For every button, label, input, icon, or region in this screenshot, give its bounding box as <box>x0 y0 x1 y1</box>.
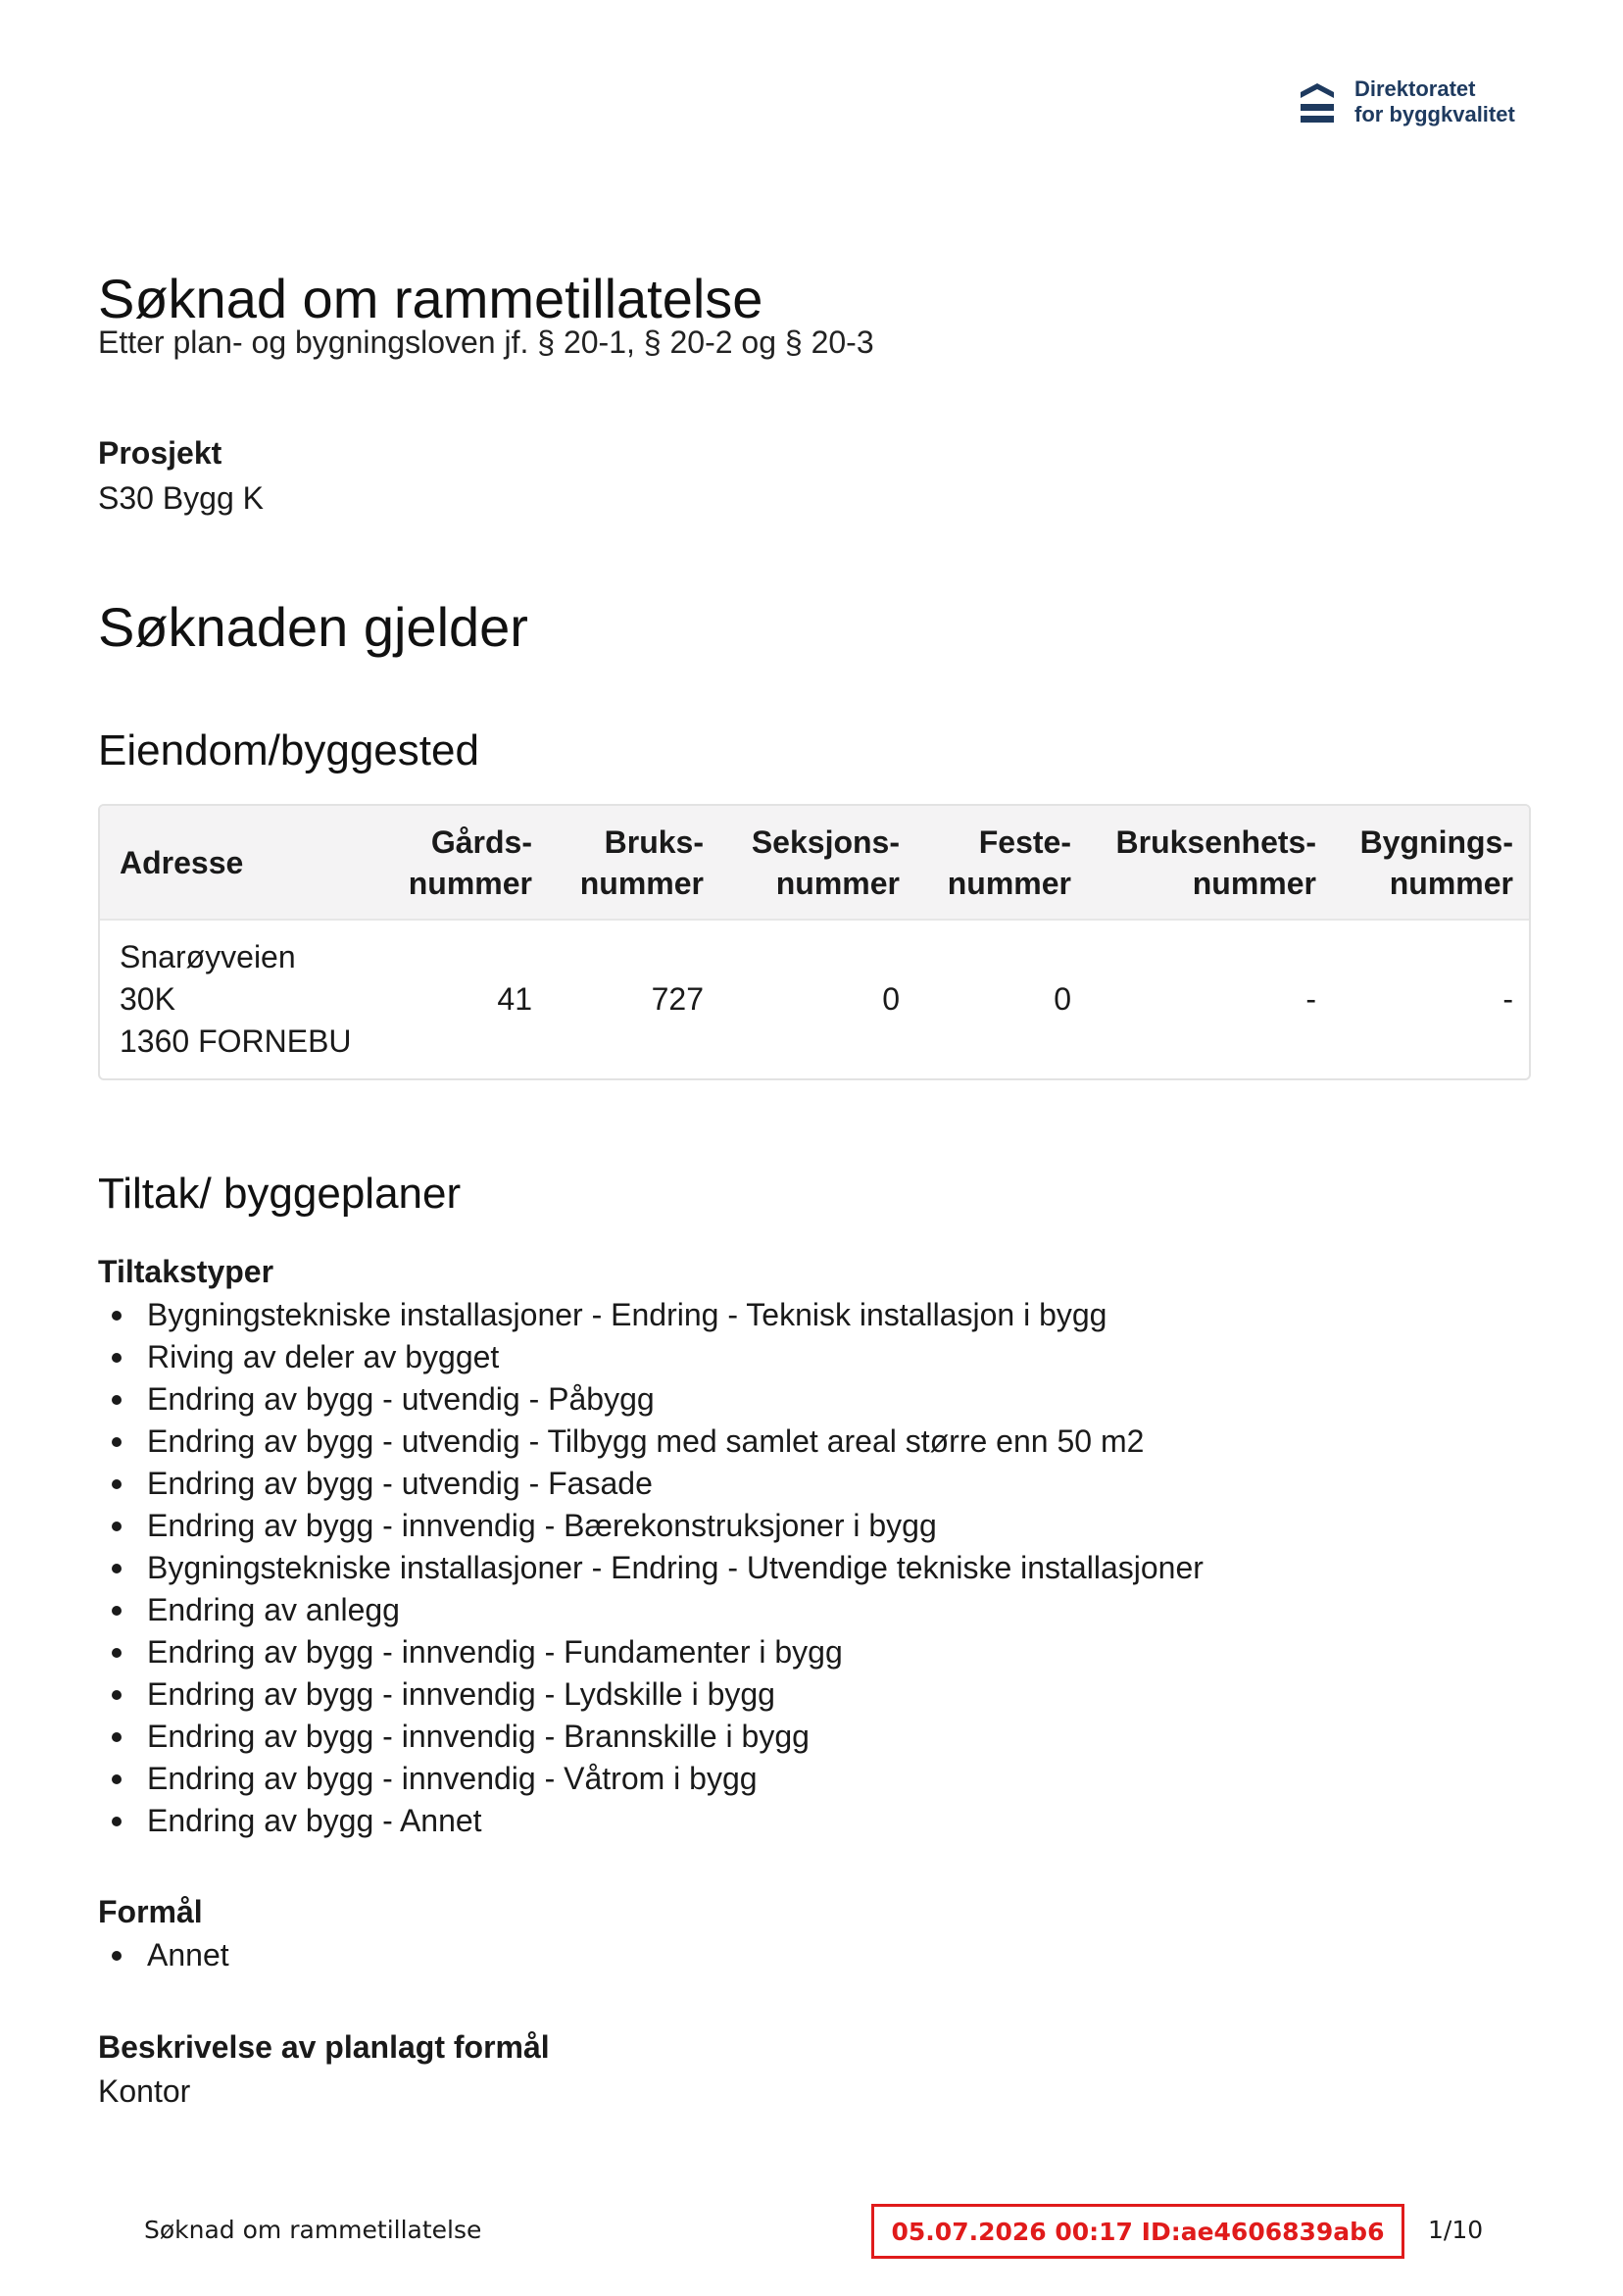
project-value: S30 Bygg K <box>98 480 264 516</box>
cell-bruksnummer: 727 <box>552 920 723 1078</box>
beskrivelse-label: Beskrivelse av planlagt formål <box>98 2029 550 2065</box>
formal-list <box>98 1934 229 1976</box>
list-item: Riving av deler av bygget <box>98 1336 1204 1378</box>
tiltakstyper-list <box>98 1294 1204 1842</box>
document-subtitle: Etter plan- og bygningsloven jf. § 20-1, § 20-2 og § 20-3 <box>98 324 874 360</box>
cell-seksjonsnummer: 0 <box>723 920 919 1078</box>
table-header-row <box>100 806 1531 920</box>
list-item: Endring av bygg - innvendig - Våtrom i bygg <box>98 1758 1204 1800</box>
list-item: Endring av bygg - innvendig - Lydskille i bygg <box>98 1673 1204 1716</box>
dibk-logo-icon <box>1298 78 1337 125</box>
cell-address: Snarøyveien 30K 1360 FORNEBU <box>100 920 380 1078</box>
table-row <box>100 920 1531 1078</box>
col-header-seksjonsnummer: Seksjons- nummer <box>751 824 900 901</box>
list-item: Endring av bygg - innvendig - Fundamenter i bygg <box>98 1631 1204 1673</box>
beskrivelse-value: Kontor <box>98 2073 191 2109</box>
tiltak-heading: Tiltak/ byggeplaner <box>98 1170 462 1218</box>
list-item: Endring av anlegg <box>98 1589 1204 1631</box>
col-header-bruksnummer: Bruks- nummer <box>579 824 704 901</box>
formal-label: Formål <box>98 1894 203 1929</box>
cell-festenummer: 0 <box>919 920 1091 1078</box>
col-header-bygningsnummer: Bygnings- nummer <box>1359 824 1513 901</box>
cell-bruksenhetsnummer: - <box>1091 920 1336 1078</box>
list-item: Endring av bygg - utvendig - Fasade <box>98 1463 1204 1505</box>
list-item: Endring av bygg - innvendig - Brannskille i bygg <box>98 1716 1204 1758</box>
logo-line-1: Direktoratet <box>1354 76 1476 101</box>
property-heading: Eiendom/byggested <box>98 726 479 774</box>
list-item: Annet <box>98 1934 229 1976</box>
list-item: Endring av bygg - utvendig - Tilbygg med samlet areal større enn 50 m2 <box>98 1421 1204 1463</box>
col-header-gardsnummer: Gårds- nummer <box>408 824 532 901</box>
list-item: Bygningstekniske installasjoner - Endring - Utvendige tekniske installasjoner <box>98 1547 1204 1589</box>
cell-bygningsnummer: - <box>1336 920 1531 1078</box>
logo-line-2: for byggkvalitet <box>1354 102 1515 126</box>
page-number: 1/10 <box>1428 2216 1484 2244</box>
col-header-adresse: Adresse <box>120 844 244 880</box>
list-item: Endring av bygg - Annet <box>98 1800 1204 1842</box>
logo-text <box>1354 76 1515 127</box>
timestamp-stamp: 05.07.2026 00:17 ID:ae4606839ab6 <box>871 2204 1404 2259</box>
cell-gardsnummer: 41 <box>380 920 552 1078</box>
footer-title: Søknad om rammetillatelse <box>144 2216 482 2244</box>
col-header-bruksenhetsnummer: Bruksenhets- nummer <box>1115 824 1316 901</box>
col-header-festenummer: Feste- nummer <box>947 824 1071 901</box>
section-heading: Søknaden gjelder <box>98 596 528 658</box>
tiltakstyper-label: Tiltakstyper <box>98 1254 274 1289</box>
list-item: Bygningstekniske installasjoner - Endring - Teknisk installasjon i bygg <box>98 1294 1204 1336</box>
project-label: Prosjekt <box>98 435 222 471</box>
property-table <box>98 804 1531 1080</box>
dibk-logo <box>1298 76 1541 131</box>
document-title: Søknad om rammetillatelse <box>98 268 763 329</box>
list-item: Endring av bygg - utvendig - Påbygg <box>98 1378 1204 1421</box>
list-item: Endring av bygg - innvendig - Bærekonstruksjoner i bygg <box>98 1505 1204 1547</box>
